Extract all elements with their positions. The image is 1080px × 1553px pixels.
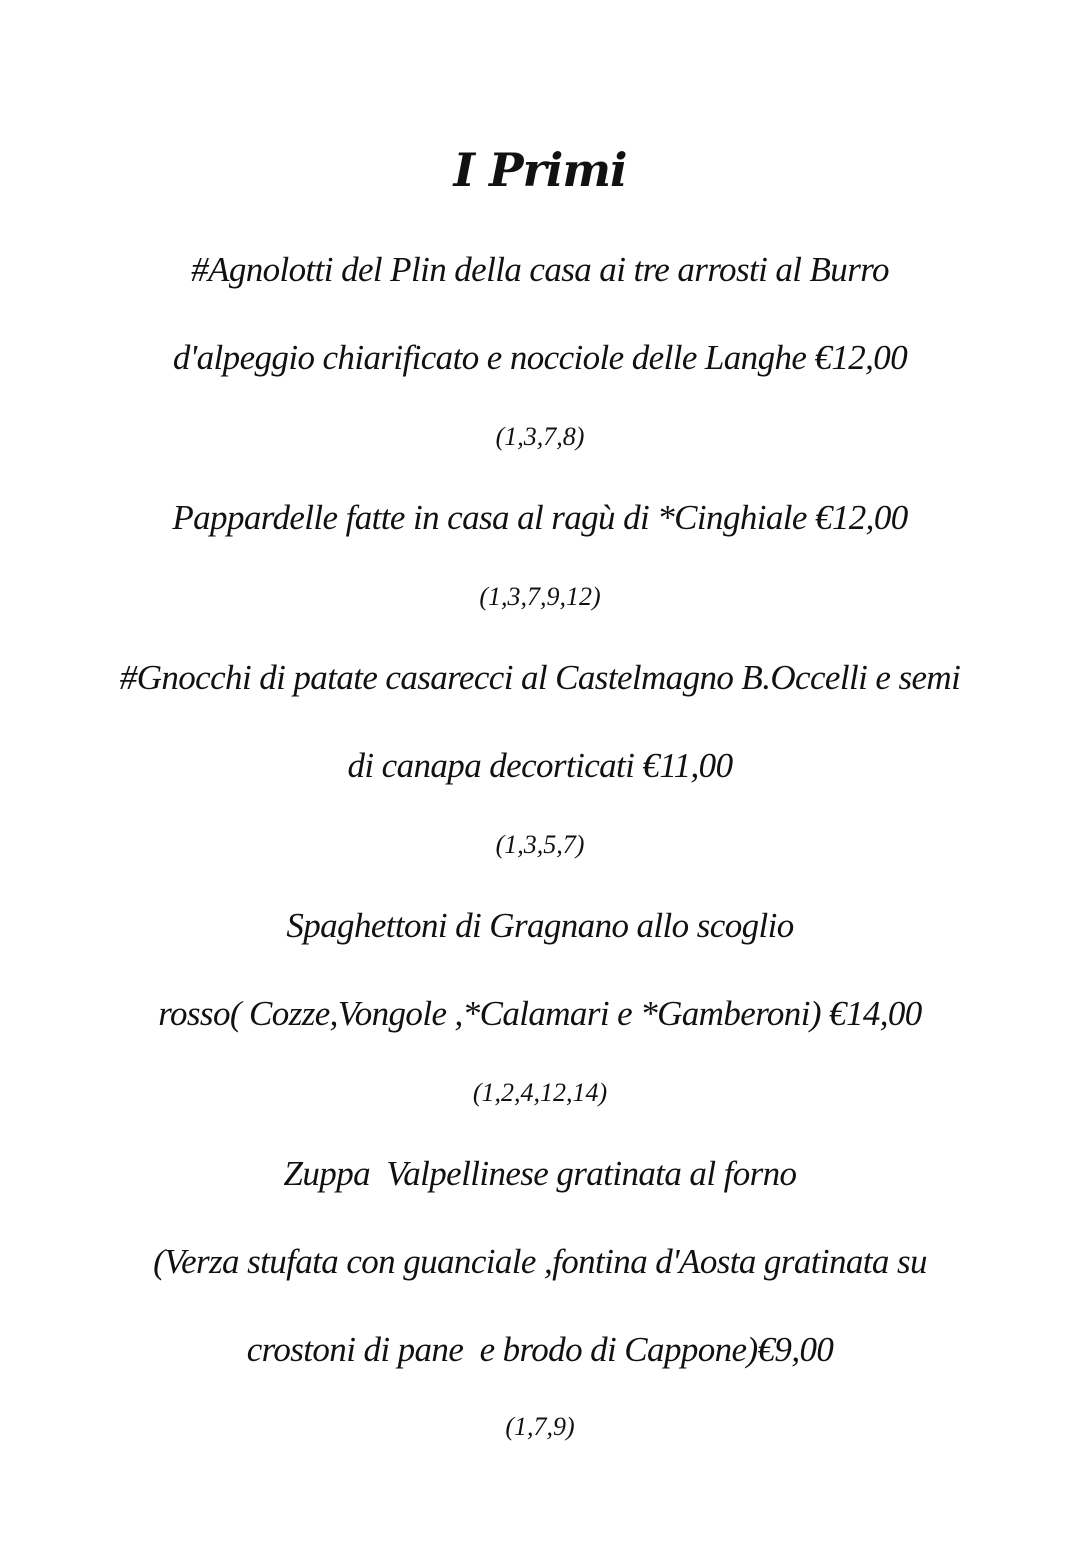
dish-spaghettoni-line-2: rosso( Cozze,Vongole ,*Calamari e *Gamberoni) €14,00 (158, 994, 922, 1033)
dish-spaghettoni-line-1: Spaghettoni di Gragnano allo scoglio (286, 906, 794, 945)
dish-zuppa-line-2: (Verza stufata con guanciale ,fontina d'Aosta gratinata su (153, 1242, 927, 1281)
dish-pappardelle-allergens: (1,3,7,9,12) (479, 582, 601, 611)
dish-gnocchi-allergens: (1,3,5,7) (495, 830, 585, 859)
dish-agnolotti-line-1: #Agnolotti del Plin della casa ai tre arrosti al Burro (191, 250, 889, 289)
dish-pappardelle-line-1: Pappardelle fatte in casa al ragù di *Cinghiale €12,00 (172, 498, 908, 537)
dish-zuppa-allergens: (1,7,9) (505, 1412, 575, 1441)
dish-zuppa-line-1: Zuppa Valpellinese gratinata al forno (283, 1154, 797, 1193)
dish-gnocchi-line-2: di canapa decorticati €11,00 (347, 746, 733, 785)
dish-agnolotti-allergens: (1,3,7,8) (495, 422, 585, 451)
dish-zuppa-line-3: crostoni di pane e brodo di Cappone)€9,00 (246, 1330, 834, 1369)
menu-title: I Primi (453, 143, 627, 197)
dish-gnocchi-line-1: #Gnocchi di patate casarecci al Castelmagno B.Occelli e semi (119, 658, 961, 697)
dish-spaghettoni-allergens: (1,2,4,12,14) (472, 1078, 608, 1107)
dish-agnolotti-line-2: d'alpeggio chiarificato e nocciole delle Langhe €12,00 (172, 338, 908, 377)
